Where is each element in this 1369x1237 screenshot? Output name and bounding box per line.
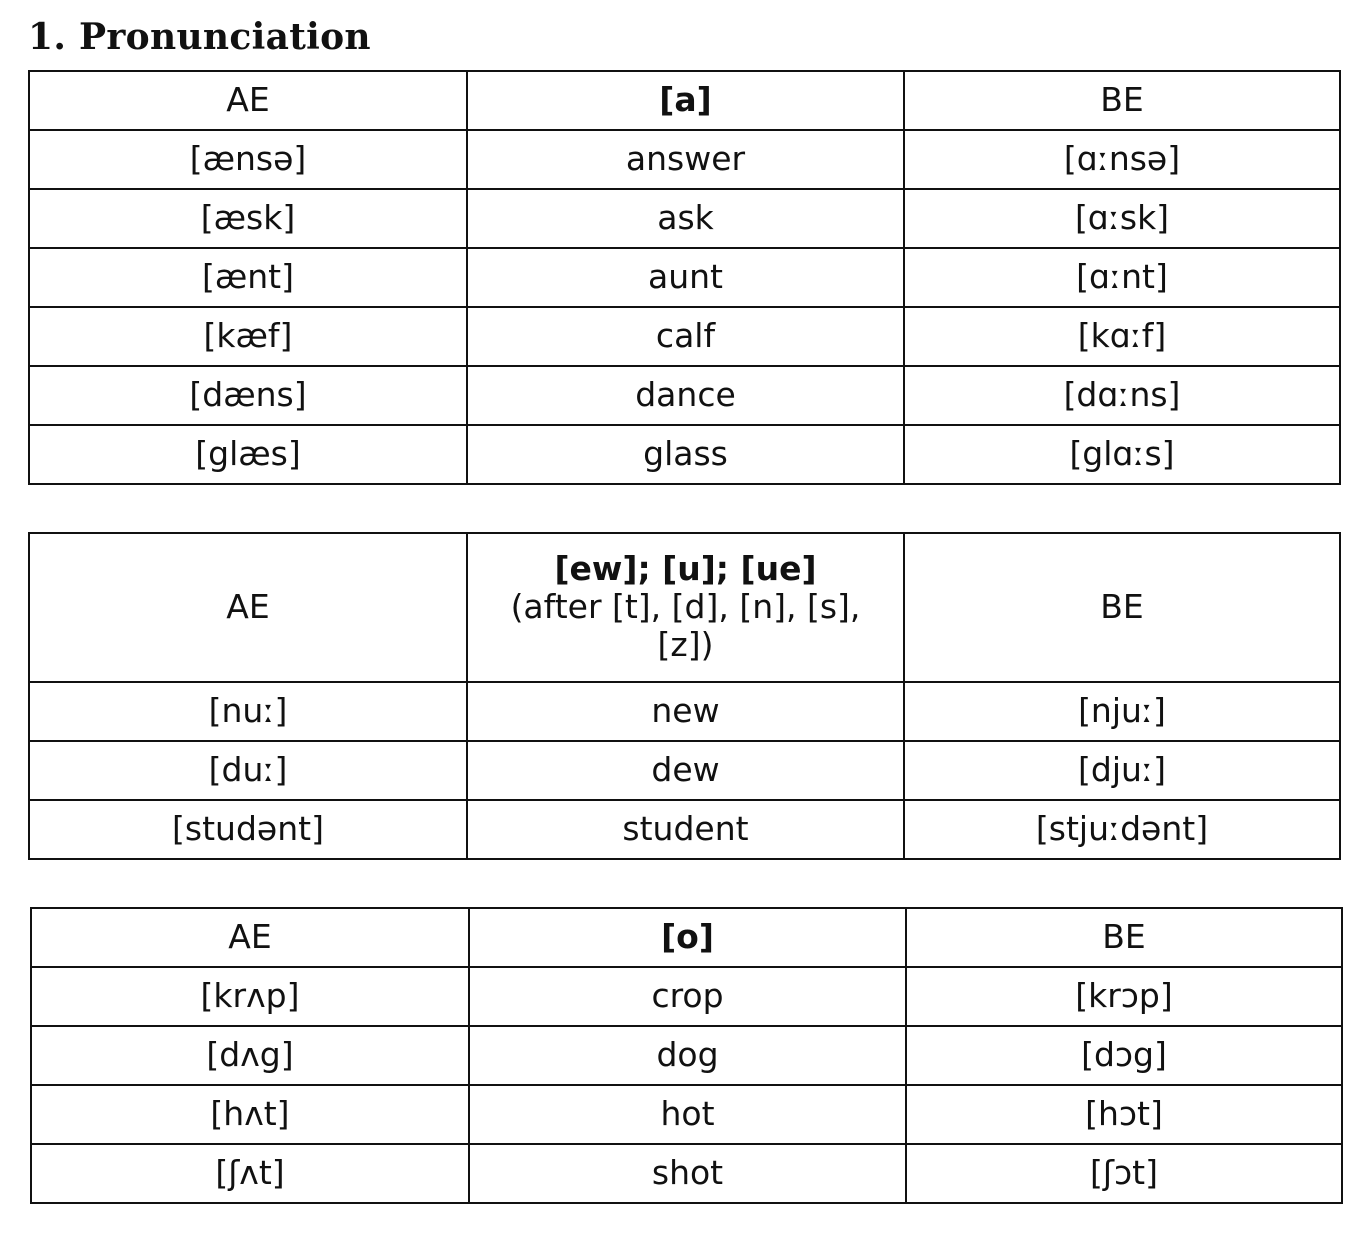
word: dew (467, 741, 904, 800)
ae-transcription: [nuː] (29, 682, 467, 741)
header-sound (467, 533, 904, 682)
ae-transcription: [studənt] (29, 800, 467, 859)
ae-transcription: [ænt] (29, 248, 467, 307)
ae-transcription: [kæf] (29, 307, 467, 366)
table-row (29, 307, 1340, 366)
word: glass (467, 425, 904, 484)
pronunciation-table-a (28, 70, 1341, 485)
be-transcription: [krɔp] (906, 967, 1342, 1026)
header-sound: [a] (467, 71, 904, 130)
be-transcription: [djuː] (904, 741, 1340, 800)
header-ae: AE (29, 71, 467, 130)
ae-transcription: [dæns] (29, 366, 467, 425)
word: answer (467, 130, 904, 189)
header-sound-title: [ew]; [u]; [ue] (554, 548, 817, 588)
ae-transcription: [duː] (29, 741, 467, 800)
word: aunt (467, 248, 904, 307)
word: calf (467, 307, 904, 366)
header-be: BE (904, 71, 1340, 130)
ae-transcription: [krʌp] (31, 967, 469, 1026)
word: dance (467, 366, 904, 425)
header-be: BE (906, 908, 1342, 967)
pronunciation-table-ew-u-ue (28, 532, 1341, 860)
ae-transcription: [æsk] (29, 189, 467, 248)
table-header-row (29, 533, 1340, 682)
word: dog (469, 1026, 906, 1085)
table-row (29, 130, 1340, 189)
header-sound-note-line1: (after [t], [d], [n], [s], (510, 586, 861, 626)
be-transcription: [glɑːs] (904, 425, 1340, 484)
ae-transcription: [ænsə] (29, 130, 467, 189)
table-row (31, 1085, 1342, 1144)
word: shot (469, 1144, 906, 1203)
pronunciation-table-o (30, 907, 1343, 1204)
table-row (29, 425, 1340, 484)
table-header-row (31, 908, 1342, 967)
table-row (29, 741, 1340, 800)
table-row (29, 682, 1340, 741)
table-row (31, 1144, 1342, 1203)
be-transcription: [dɑːns] (904, 366, 1340, 425)
table-row (29, 800, 1340, 859)
header-sound-note-line2: [z]) (657, 625, 714, 665)
page-title: 1. Pronunciation (28, 16, 371, 58)
ae-transcription: [hʌt] (31, 1085, 469, 1144)
header-sound: [o] (469, 908, 906, 967)
ae-transcription: [ʃʌt] (31, 1144, 469, 1203)
be-transcription: [ɑːsk] (904, 189, 1340, 248)
be-transcription: [dɔg] (906, 1026, 1342, 1085)
table-row (29, 248, 1340, 307)
table-header-row (29, 71, 1340, 130)
header-ae: AE (31, 908, 469, 967)
word: hot (469, 1085, 906, 1144)
ae-transcription: [glæs] (29, 425, 467, 484)
table-row (29, 366, 1340, 425)
be-transcription: [njuː] (904, 682, 1340, 741)
word: crop (469, 967, 906, 1026)
header-be: BE (904, 533, 1340, 682)
ae-transcription: [dʌg] (31, 1026, 469, 1085)
be-transcription: [kɑːf] (904, 307, 1340, 366)
word: new (467, 682, 904, 741)
be-transcription: [ʃɔt] (906, 1144, 1342, 1203)
word: student (467, 800, 904, 859)
be-transcription: [stjuːdənt] (904, 800, 1340, 859)
header-ae: AE (29, 533, 467, 682)
table-row (31, 1026, 1342, 1085)
be-transcription: [hɔt] (906, 1085, 1342, 1144)
be-transcription: [ɑːnt] (904, 248, 1340, 307)
be-transcription: [ɑːnsə] (904, 130, 1340, 189)
table-row (29, 189, 1340, 248)
word: ask (467, 189, 904, 248)
table-row (31, 967, 1342, 1026)
